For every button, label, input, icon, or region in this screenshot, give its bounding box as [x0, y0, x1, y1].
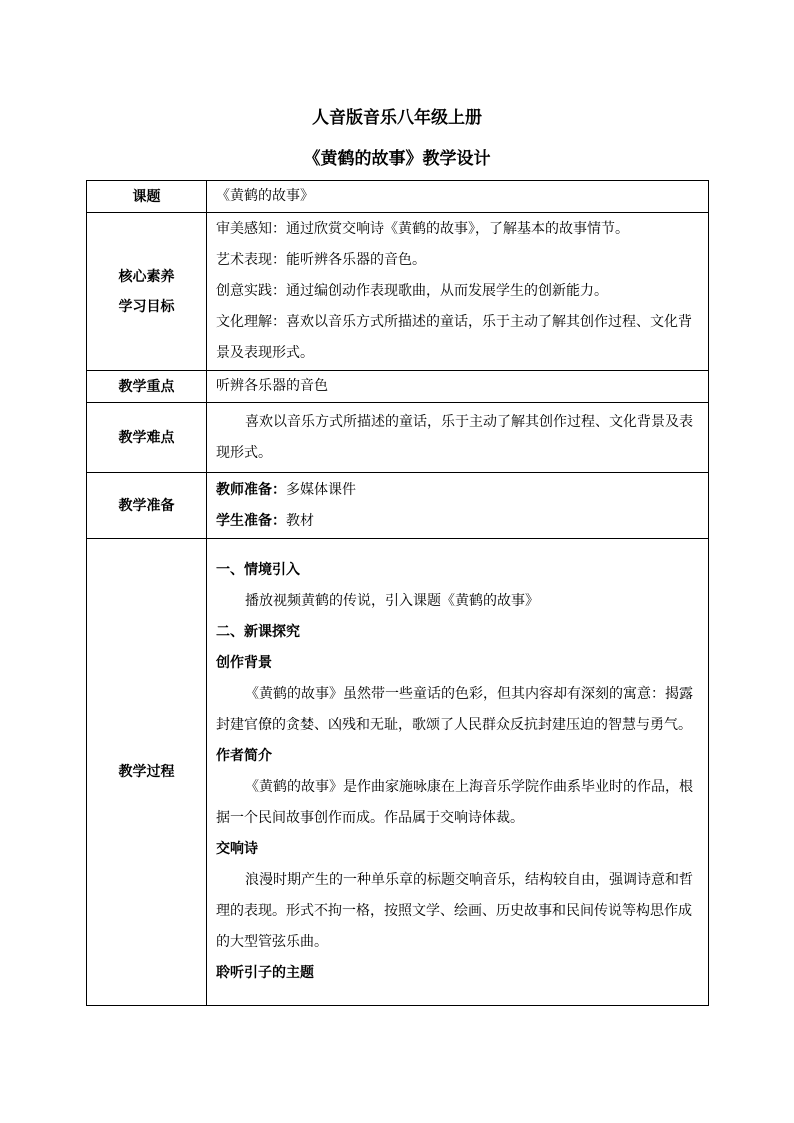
table-row-goals	[87, 213, 709, 371]
section-text: 播放视频黄鹤的传说，引入课题《黄鹤的故事》	[245, 593, 539, 609]
process-content	[207, 539, 709, 1006]
teacher-preparation-value: 多媒体课件	[286, 481, 356, 498]
goal-item: 创意实践：通过编创动作表现歌曲，从而发展学生的创新能力。	[216, 283, 608, 299]
goal-item: 艺术表现：能听辨各乐器的音色。	[216, 252, 426, 268]
difficulties-text: 喜欢以音乐方式所描述的童话，乐于主动了解其创作过程、文化背景及表现形式。	[216, 413, 693, 461]
section-title: 二、新课探究	[216, 624, 300, 640]
goals-content	[207, 213, 709, 371]
background-text: 《黄鹤的故事》虽然带一些童话的色彩，但其内容却有深刻的寓意：揭露封建官僚的贪婪、凶残和无耻，歌颂了人民群众反抗封建压迫的智慧与勇气。	[216, 686, 693, 733]
table-row-process	[87, 539, 709, 1006]
subsection-title: 创作背景	[216, 655, 272, 671]
subsection-title: 作者简介	[216, 748, 272, 764]
difficulties-value	[207, 403, 709, 473]
goals-label	[87, 213, 207, 371]
topic-value: 《黄鹤的故事》	[207, 181, 709, 213]
preparation-label: 教学准备	[87, 473, 207, 539]
teacher-preparation-label: 教师准备：	[216, 481, 286, 498]
table-row-difficulties	[87, 403, 709, 473]
table-row-preparation	[87, 473, 709, 539]
table-row-key-points	[87, 371, 709, 403]
student-preparation	[216, 506, 704, 537]
preparation-content	[207, 473, 709, 539]
student-preparation-value: 教材	[286, 512, 314, 529]
teacher-preparation	[216, 475, 704, 506]
key-points-value: 听辨各乐器的音色	[207, 371, 709, 403]
key-points-label: 教学重点	[87, 371, 207, 403]
difficulties-label: 教学难点	[87, 403, 207, 473]
author-text: 《黄鹤的故事》是作曲家施咏康在上海音乐学院作曲系毕业时的作品，根据一个民间故事创作而成。作品属于交响诗体裁。	[216, 779, 693, 826]
poem-text: 浪漫时期产生的一种单乐章的标题交响音乐，结构较自由，强调诗意和哲理的表现。形式不拘一格，按照文学、绘画、历史故事和民间传说等构思作成的大型管弦乐曲。	[216, 872, 693, 950]
goal-item: 审美感知：通过欣赏交响诗《黄鹤的故事》，了解基本的故事情节。	[216, 221, 629, 237]
document-title: 人音版音乐八年级上册	[312, 108, 482, 128]
lesson-plan-table	[86, 180, 709, 1006]
goals-label-line1: 核心素养	[118, 268, 175, 285]
document-subtitle: 《黄鹤的故事》教学设计	[303, 149, 491, 169]
table-row-topic	[87, 181, 709, 213]
subsection-title: 聆听引子的主题	[216, 965, 314, 981]
section-title: 一、情境引入	[216, 562, 300, 578]
topic-label: 课题	[87, 181, 207, 213]
student-preparation-label: 学生准备：	[216, 512, 286, 529]
goal-item: 文化理解：喜欢以音乐方式所描述的童话，乐于主动了解其创作过程、文化背景及表现形式。	[216, 314, 692, 361]
process-label: 教学过程	[87, 539, 207, 1006]
subsection-title: 交响诗	[216, 841, 258, 857]
goals-label-line2: 学习目标	[118, 298, 175, 315]
